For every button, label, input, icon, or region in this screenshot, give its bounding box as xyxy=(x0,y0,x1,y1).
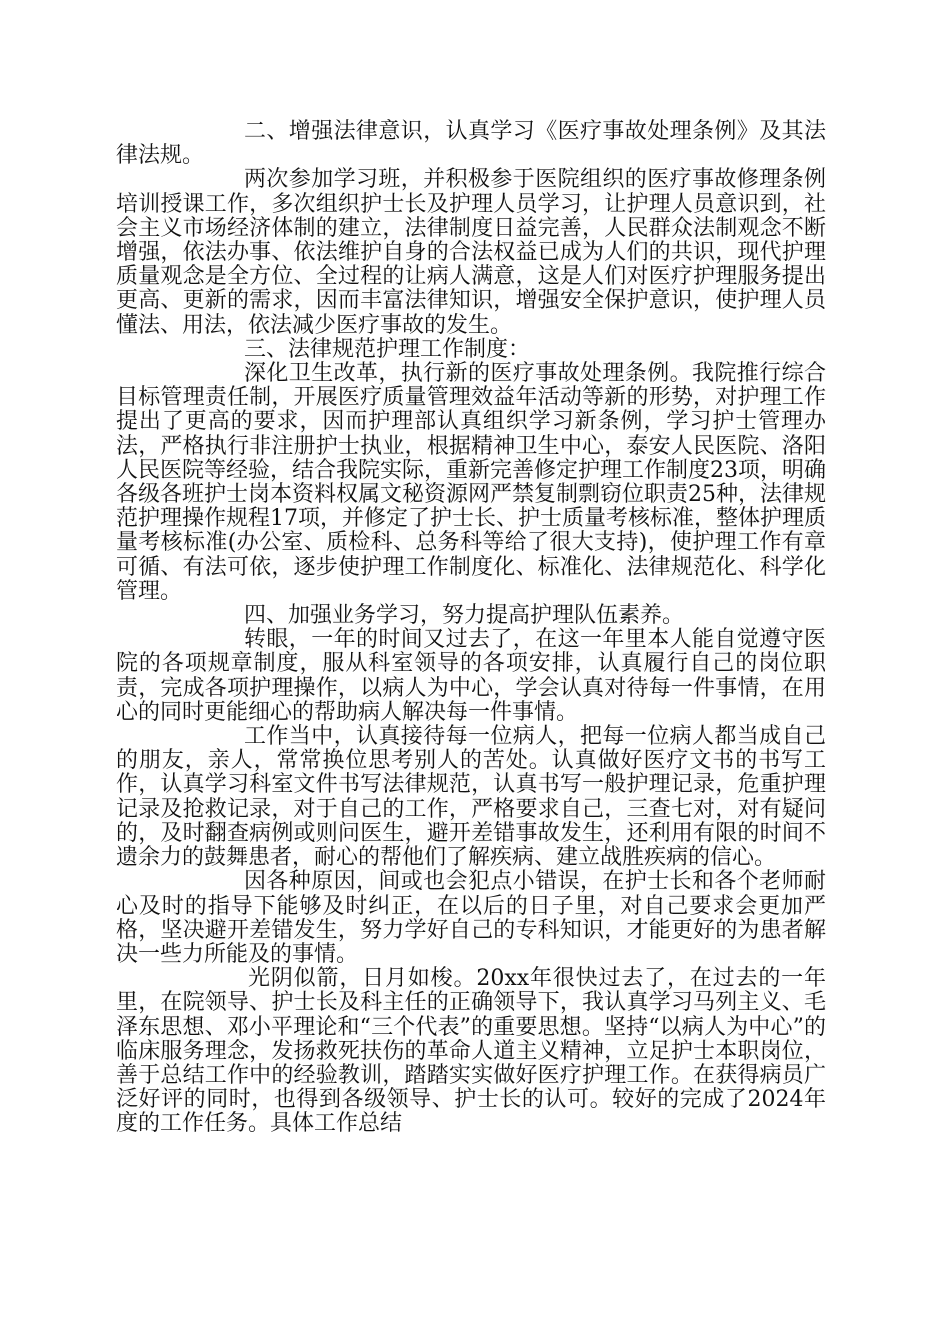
document-body xyxy=(116,120,826,1137)
paragraph-mistakes: 因各种原因，间或也会犯点小错误，在护士长和各个老师耐心及时的指导下能够及时纠正，在以后的日子里，对自己要求会更加严格，坚决避开差错发生，努力学好自己的专科知识，才能更好的为患者解决一些力所能及的事情。 xyxy=(116,869,826,967)
paragraph-summary: 光阴似箭，日月如梭。20xx年很快过去了，在过去的一年里，在院领导、护士长及科主任的正确领导下，我认真学习马列主义、毛泽东思想、邓小平理论和“三个代表”的重要思想。坚持“以病人为中心”的临床服务理念，发扬救死扶伤的革命人道主义精神，立足护士本职岗位，善于总结工作中的经验教训，踏踏实实做好医疗护理工作。在获得病员广泛好评的同时，也得到各级领导、护士长的认可。较好的完成了2024年度的工作任务。具体工作总结 xyxy=(116,966,826,1137)
paragraph-training: 两次参加学习班，并积极参于医院组织的医疗事故修理条例培训授课工作，多次组织护士长及护理人员学习，让护理人员意识到，社会主义市场经济体制的建立，法律制度日益完善，人民群众法制观念不断增强，依法办事、依法维护自身的合法权益已成为人们的共识，现代护理质量观念是全方位、全过程的让病人满意，这是人们对医疗护理服务提出更高、更新的需求，因而丰富法律知识，增强安全保护意识，使护理人员懂法、用法，依法减少医疗事故的发生。 xyxy=(116,167,826,338)
paragraph-reform: 深化卫生改革，执行新的医疗事故处理条例。我院推行综合目标管理责任制，开展医疗质量管理效益年活动等新的形势，对护理工作提出了更高的要求，因而护理部认真组织学习新条例，学习护士管理办法，严格执行非注册护士执业，根据精神卫生中心，泰安人民医院、洛阳人民医院等经验，结合我院实际，重新完善修定护理工作制度23项，明确各级各班护士岗本资料权属文秘资源网严禁复制剽窃位职责25种，法律规范护理操作规程17项，并修定了护士长、护士质量考核标准，整体护理质量考核标准(办公室、质检科、总务科等给了很大支持)，使护理工作有章可循、有法可依，逐步使护理工作制度化、标准化、法律规范化、科学化管理。 xyxy=(116,361,826,604)
heading-legal-regulation: 三、法律规范护理工作制度： xyxy=(244,336,531,362)
paragraph-year-review: 转眼，一年的时间又过去了，在这一年里本人能自觉遵守医院的各项规章制度，服从科室领导的各项安排，认真履行自己的岗位职责，完成各项护理操作，以病人为中心，学会认真对待每一件事情，在用心的同时更能细心的帮助病人解决每一件事情。 xyxy=(116,627,826,725)
heading-business-study: 四、加强业务学习，努力提高护理队伍素养。 xyxy=(244,603,685,629)
paragraph-daily-work: 工作当中，认真接待每一位病人，把每一位病人都当成自己的朋友，亲人，常常换位思考别人的苦处。认真做好医疗文书的书写工作，认真学习科室文件书写法律规范，认真书写一般护理记录，危重护理记录及抢救记录，对于自己的工作，严格要求自己，三查七对，对有疑问的，及时翻查病例或则问医生，避开差错事故发生，还利用有限的时间不遗余力的鼓舞患者，耐心的帮他们了解疾病、建立战胜疾病的信心。 xyxy=(116,724,826,871)
heading-legal-awareness: 二、增强法律意识，认真学习《医疗事故处理条例》及其法律法规。 xyxy=(116,119,826,169)
